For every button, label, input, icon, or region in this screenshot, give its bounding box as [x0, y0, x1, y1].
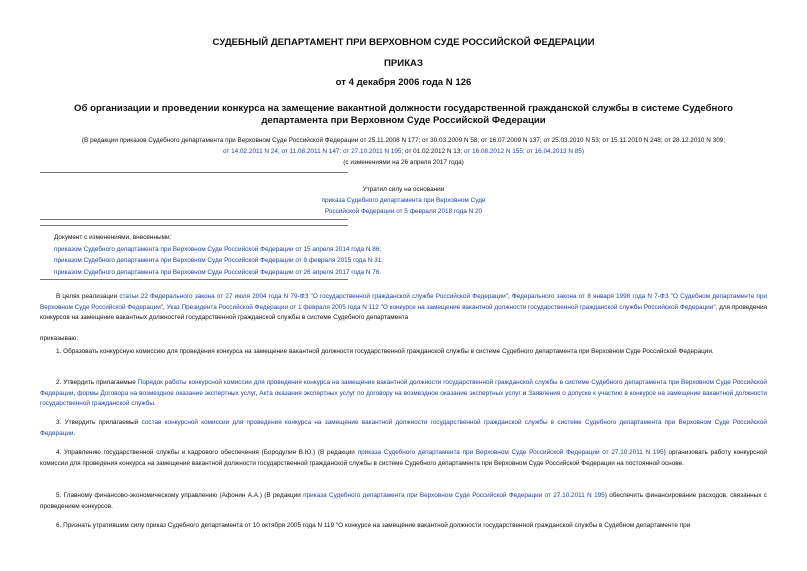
- text: ) организовать работу конкурсной комиссии для проведения конкурса на замещение вакантной должности государственной гражданской службы в системе Судебного департамента при Верховном Суде Российской Федерации на постоянной основе.: [40, 449, 767, 467]
- change-link[interactable]: приказом Судебного департамента при Верховном Суде Российской Федерации от 9 февраля 2015 года N 31;: [54, 257, 384, 264]
- redaction-link[interactable]: от 16.08.2012 N 155;: [463, 148, 525, 155]
- text: 4. Управлению государственной службы и кадрового обеспечения (Бородулин В.Ю.) (В редакции: [56, 449, 358, 456]
- procedure-link[interactable]: Порядок работы конкурсной комиссии для проведения конкурса на замещение вакантной должности государственной гражданской службы в системе Судебного департамента при Верховном Суде Российской Федерации: [40, 379, 767, 397]
- order-link[interactable]: приказа Судебного департамента при Верховном Суде Российской Федерации от 27.10.2011 N 195: [303, 492, 605, 499]
- text: , для проведения конкурсов на замещение вакантных должностей государственной гражданской службы в системе Судебного департамента: [40, 303, 767, 321]
- divider: [40, 225, 348, 226]
- redaction-link[interactable]: от 14.02.2011 N 24;: [223, 148, 280, 155]
- divider: [40, 279, 348, 280]
- paragraph-3: [40, 418, 767, 439]
- divider: [40, 219, 348, 220]
- divider: [40, 172, 348, 173]
- text: ,: [163, 303, 167, 311]
- text: 5. Главному финансово-экономическому управлению (Афонин А.А.) (В редакции: [56, 492, 304, 499]
- text: В целях реализации: [56, 293, 120, 300]
- document-title: Об организации и проведении конкурса на замещение вакантной должности государственной гражданской службы в системе Судебного департамента при Верховном Суде Российской Федерации: [74, 103, 733, 126]
- lost-force-link[interactable]: приказа Судебного департамента при Верховном Суде: [321, 197, 486, 204]
- lost-force-label: Утратил силу на основании: [362, 186, 445, 193]
- changes-intro: Документ с изменениями, внесенными:: [54, 234, 172, 241]
- composition-link[interactable]: состав конкурсной комиссии для проведения конкурса на замещение вакантной должности государственной гражданской службы в системе Судебного департамента при Верховном Суде Российской Федерации: [40, 419, 767, 437]
- text: .: [73, 429, 76, 437]
- paragraph-1: [40, 347, 767, 358]
- redaction-link[interactable]: от 27.10.2011 N 195;: [343, 148, 404, 155]
- paragraph-2: [40, 378, 767, 410]
- change-link[interactable]: приказом Судебного департамента при Верховном Суде Российской Федерации от 15 апреля 2014 года N 86;: [54, 245, 382, 253]
- date-number-heading: от 4 декабря 2006 года N 126: [335, 77, 472, 88]
- decree-link[interactable]: Указ Президента Российской Федерации от 1 февраля 2005 года N 112 "О конкурсе на замещение вакантной должности государственной гражданской службы Российской Федерации": [166, 303, 716, 311]
- text: ,: [73, 389, 78, 397]
- org-heading: СУДЕБНЫЙ ДЕПАРТАМЕНТ ПРИ ВЕРХОВНОМ СУДЕ РОССИЙСКОЙ ФЕДЕРАЦИИ: [212, 37, 595, 48]
- preamble-paragraph: [40, 292, 767, 324]
- redactions-block: [30, 135, 777, 168]
- paragraph-5: [40, 491, 767, 512]
- text: 1. Образовать конкурсную комиссию для проведения конкурса на замещение вакантной должности государственной гражданской службы в системе Судебного департамента при Верховном Суде Российской Федерации.: [56, 348, 714, 355]
- orders-word: приказываю:: [40, 335, 78, 342]
- text: 3. Утвердить прилагаемый: [56, 419, 142, 426]
- paragraph-6: [40, 521, 767, 532]
- doc-type-heading: ПРИКАЗ: [384, 58, 423, 69]
- text: и: [520, 389, 529, 397]
- changes-block: [54, 232, 754, 278]
- text: ,: [507, 293, 512, 300]
- redaction-link[interactable]: от 16.04.2013 N 85): [526, 148, 584, 155]
- order-link[interactable]: приказа Судебного департамента при Верховном Суде Российской Федерации от 27.10.2011 N 195: [357, 449, 664, 456]
- law-link[interactable]: статьи 22 Федерального закона от 27 июля 2004 года N 79-ФЗ "О государственной гражданской службе Российской Федерации": [119, 293, 508, 300]
- text: ) обеспечить финансирование расходов, связанных с проведением конкурсов.: [40, 492, 767, 510]
- lost-force-block: [0, 184, 807, 217]
- text: 6. Признать утратившим силу приказ Судебного департамента от 10 октября 2005 года N 119 "О конкурсе на замещение вакантной должности государственной гражданской службы в Судебном департаменте при: [56, 522, 691, 529]
- redactions-line3: (с изменениями на 26 апреля 2017 года): [343, 159, 464, 166]
- application-link[interactable]: Заявления о допуске к участию в конкурсе на замещение вакантной должности государственной гражданской службы: [40, 389, 767, 407]
- paragraph-4: [40, 448, 767, 469]
- redaction-link[interactable]: от 11.08.2011 N 147;: [281, 148, 342, 155]
- text: .: [154, 400, 156, 407]
- act-link[interactable]: Акта оказания экспертных услуг по договору на возмездное оказание экспертных услуг: [259, 389, 521, 397]
- law-link[interactable]: Федерального закона от 8 января 1998 года N 7-ФЗ "О Судебном департаменте при Верховном Суде Российской Федерации": [40, 293, 767, 311]
- redactions-line1: (В редакции приказов Судебного департамента при Верховном Суде Российской Федерации от 25.11.2008 N 177; от 30.03.2009 N 58; от 16.07.2009 N 137; от 25.03.2010 N 53; от 15.11.2010 N 248; от 28.12.2010 N 309;: [81, 137, 726, 144]
- redactions-line2: [30, 146, 777, 157]
- change-link[interactable]: приказом Судебного департамента при Верховном Суде Российской Федерации от 26 апреля 2017 года N 76.: [54, 268, 382, 276]
- lost-force-link[interactable]: Российской Федерации от 5 февраля 2018 года N 20: [324, 208, 483, 215]
- text: 2. Утвердить прилагаемые: [56, 379, 138, 386]
- text: ,: [255, 389, 260, 397]
- redaction-text: от 01.02.2012 N 13;: [405, 148, 463, 155]
- form-link[interactable]: формы Договора на возмездное оказание экспертных услуг: [77, 389, 256, 397]
